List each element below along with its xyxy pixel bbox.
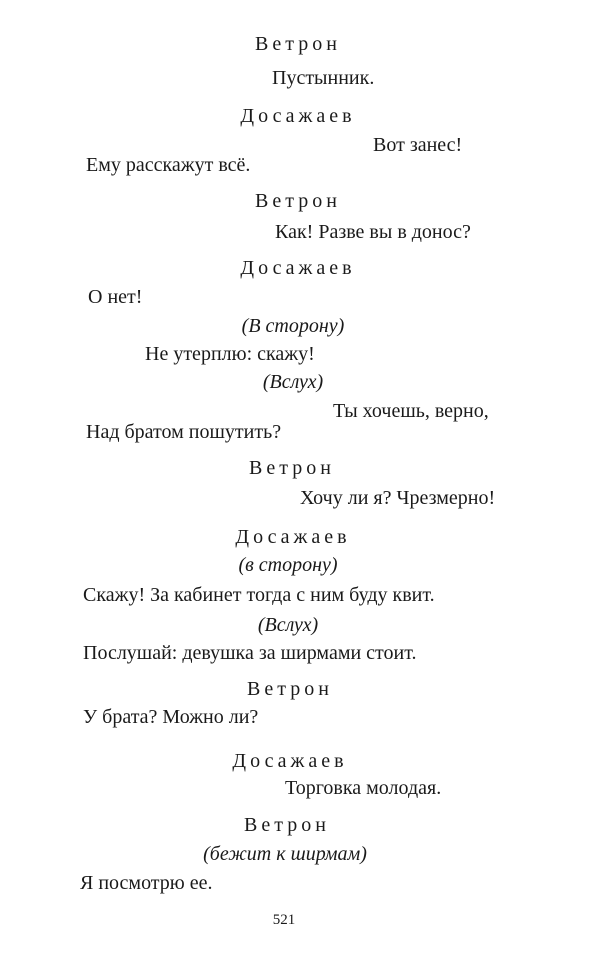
verse-line: Ему расскажут всё. [86,154,251,176]
stage-direction: (в сторону) [238,554,338,576]
stage-direction: (Вслух) [257,614,319,636]
stage-direction: (В сторону) [241,315,345,337]
stage-direction: (бежит к ширмам) [203,843,367,865]
verse-line: Торговка молодая. [285,777,442,799]
page-number: 521 [272,912,296,928]
speaker-name: Досажаев [232,750,348,772]
verse-line: Не утерплю: скажу! [145,343,315,365]
verse-line: Над братом пошутить? [86,421,282,443]
speaker-name: Ветрон [249,457,335,479]
speaker-name: Ветрон [255,190,341,212]
speaker-name: Ветрон [244,814,330,836]
verse-line: Пустынник. [272,67,375,89]
verse-line: Как! Разве вы в донос? [275,221,471,243]
speaker-name: Досажаев [240,105,356,127]
speaker-name: Ветрон [247,678,333,700]
stage-direction: (Вслух) [262,371,324,393]
verse-line: Я посмотрю ее. [80,872,213,894]
verse-line: Вот занес! [373,134,463,156]
verse-line: Ты хочешь, верно, [333,400,489,422]
verse-line: Послушай: девушка за ширмами стоит. [83,642,417,664]
verse-line: У брата? Можно ли? [83,706,259,728]
speaker-name: Досажаев [240,257,356,279]
speaker-name: Досажаев [235,526,351,548]
verse-line: О нет! [88,286,143,308]
verse-line: Хочу ли я? Чрезмерно! [300,487,496,509]
speaker-name: Ветрон [255,33,341,55]
verse-line: Скажу! За кабинет тогда с ним буду квит. [83,584,435,606]
